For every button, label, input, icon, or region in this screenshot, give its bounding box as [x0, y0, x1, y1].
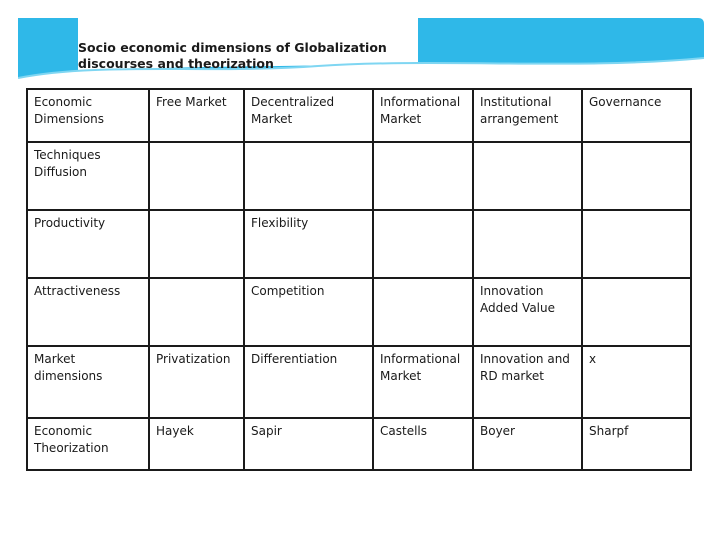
table-cell: Free Market [149, 89, 244, 142]
dimensions-table [26, 88, 692, 471]
table-cell: Innovation and RD market [473, 346, 582, 418]
table-row [27, 278, 691, 346]
table-cell: Hayek [149, 418, 244, 470]
table-cell: Boyer [473, 418, 582, 470]
table-row [27, 89, 691, 142]
table-cell: Governance [582, 89, 691, 142]
table-cell: Economic Theorization [27, 418, 149, 470]
table-row [27, 210, 691, 278]
table-cell: Productivity [27, 210, 149, 278]
table-row [27, 346, 691, 418]
table-cell [373, 210, 473, 278]
table-cell: Flexibility [244, 210, 373, 278]
table-cell: Informational Market [373, 346, 473, 418]
table-cell: Privatization [149, 346, 244, 418]
table-cell: Differentiation [244, 346, 373, 418]
table-cell: Sharpf [582, 418, 691, 470]
table-row [27, 142, 691, 210]
table-cell: Sapir [244, 418, 373, 470]
table-cell: Attractiveness [27, 278, 149, 346]
table-cell [149, 210, 244, 278]
table-cell: Market dimensions [27, 346, 149, 418]
table-cell: Techniques Diffusion [27, 142, 149, 210]
table-cell: x [582, 346, 691, 418]
table-cell: Innovation Added Value [473, 278, 582, 346]
table-cell [373, 142, 473, 210]
table-cell [373, 278, 473, 346]
table-cell: Informational Market [373, 89, 473, 142]
table-cell [244, 142, 373, 210]
table-cell: Economic Dimensions [27, 89, 149, 142]
table-cell [149, 142, 244, 210]
table-cell [473, 142, 582, 210]
table-cell: Institutional arrangement [473, 89, 582, 142]
table-cell: Competition [244, 278, 373, 346]
slide-title: Socio economic dimensions of Globalization discourses and theorization [78, 40, 387, 71]
table-cell: Castells [373, 418, 473, 470]
table-cell [473, 210, 582, 278]
table-cell [582, 142, 691, 210]
table-cell [582, 210, 691, 278]
table-cell [582, 278, 691, 346]
table-cell: Decentralized Market [244, 89, 373, 142]
table-row [27, 418, 691, 470]
table-cell [149, 278, 244, 346]
